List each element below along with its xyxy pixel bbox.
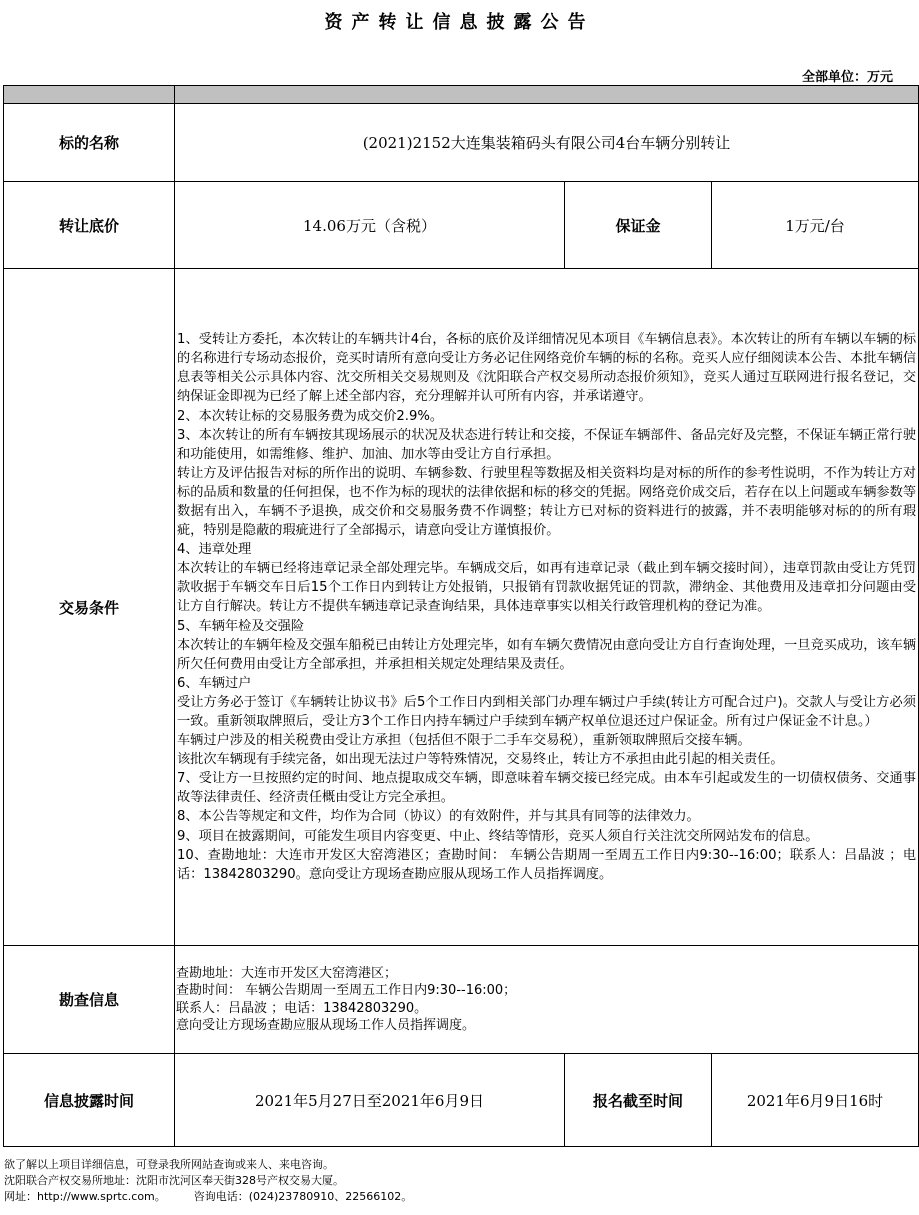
deadline-value: 2021年6月9日16时: [712, 1054, 919, 1147]
unit-note: 全部单位：万元: [801, 70, 893, 85]
price-label: 转让底价: [4, 182, 175, 269]
conditions-text: [175, 269, 919, 946]
condition-paragraph: 5、车辆年检及交强险: [177, 618, 305, 634]
condition-paragraph: 4、违章处理: [177, 542, 252, 558]
condition-paragraph: 3、本次转让的所有车辆按其现场展示的状况及状态进行转让和交接，不保证车辆部件、备品完好及完整，不保证车辆正常行驶和功能使用，如需维修、维护、加油、加水等由受让方自行承担。: [177, 427, 917, 462]
survey-line: 意向受让方现场查勘应服从现场工作人员指挥调度。: [176, 1017, 476, 1033]
condition-paragraph: 本次转让的车辆年检及交强车船税已由转让方处理完毕，如有车辆欠费情况由意向受让方自行查询处理，一旦竞买成功，该车辆所欠任何费用由受让方全部承担，并承担相关规定处理结果及责任。: [177, 637, 917, 672]
condition-paragraph: 1、受转让方委托，本次转让的车辆共计4台，各标的底价及详细情况见本项目《车辆信息表》。本次转让的所有车辆以车辆的标的名称进行专场动态报价，竞买时请所有意向受让方务必记住网络竞价车辆的标的名称。竞买人应仔细阅读本公告、本批车辆信息表等相关公示具体内容、沈交所相关交易规则及《沈阳联合产权交易所动态报价须知》，竞买人通过互联网进行报名登记，交纳保证金即视为已经了解上述全部内容，充分理解并认可所有内容，并承诺遵守。: [177, 332, 917, 405]
deposit-value: 1万元/台: [712, 182, 919, 269]
header-bar: [4, 86, 919, 104]
footer-line: 沈阳联合产权交易所地址：沈阳市沈河区奉天街328号产权交易大厦。: [4, 1174, 344, 1187]
row-target: [4, 104, 919, 182]
target-label: 标的名称: [4, 104, 175, 182]
row-disclosure: [4, 1054, 919, 1147]
survey-label: 勘查信息: [4, 946, 175, 1054]
condition-paragraph: 2、本次转让标的交易服务费为成交价2.9%。: [177, 408, 444, 424]
disclosure-label: 信息披露时间: [4, 1054, 175, 1147]
row-conditions: [4, 269, 919, 946]
row-price: [4, 182, 919, 269]
condition-paragraph: 9、项目在披露期间，可能发生项目内容变更、中止、终结等情形，竞买人须自行关注沈交所网站发布的信息。: [177, 828, 819, 844]
condition-paragraph: 车辆过户涉及的相关税费由受让方承担（包括但不限于二手车交易税），重新领取牌照后交接车辆。: [177, 733, 751, 749]
price-value: 14.06万元（含税）: [175, 182, 565, 269]
disclosure-value: 2021年5月27日至2021年6月9日: [175, 1054, 565, 1147]
footer-notes: [4, 1157, 412, 1205]
footer-line: 欲了解以上项目详细信息，可登录我所网站查询或来人、来电咨询。: [4, 1158, 334, 1171]
condition-paragraph: 6、车辆过户: [177, 675, 252, 691]
condition-paragraph: 受让方务必于签订《车辆转让协议书》后5个工作日内到相关部门办理车辆过户手续(转让方可配合过户)。交款人与受让方必须一致。重新领取牌照后，受让方3个工作日内持车辆过户手续到车辆产权单位退还过户保证金。所有过户保证金不计息。）: [177, 694, 917, 730]
deadline-label: 报名截至时间: [565, 1054, 712, 1147]
condition-paragraph: 该批次车辆现有手续完备，如出现无法过户等特殊情况，交易终止，转让方不承担由此引起的相关责任。: [177, 752, 784, 768]
survey-text: [175, 946, 919, 1054]
footer-line: 网址：http://www.sprtc.com。 咨询电话：(024)23780910、22566102。: [4, 1190, 413, 1203]
conditions-label: 交易条件: [4, 269, 175, 946]
survey-line: 联系人：吕晶波 ；电话：13842803290。: [176, 1000, 428, 1016]
survey-line: 查勘地址：大连市开发区大窑湾港区；: [176, 965, 398, 981]
target-value: (2021)2152大连集装箱码头有限公司4台车辆分别转让: [175, 104, 919, 182]
survey-line: 查勘时间： 车辆公告期周一至周五工作日内9:30--16:00；: [176, 983, 517, 999]
condition-paragraph: 7、受让方一旦按照约定的时间、地点提取成交车辆，即意味着车辆交接已经完成。由本车引起或发生的一切债权债务、交通事故等法律责任、经济责任概由受让方完全承担。: [177, 771, 917, 806]
condition-paragraph: 本次转让的车辆已经将违章记录全部处理完毕。车辆成交后，如再有违章记录（截止到车辆交接时间），违章罚款由受让方凭罚款收据于车辆交车日后15个工作日内到转让方处报销，只报销有罚款收据凭证的罚款，滞纳金、其他费用及违章扣分问题由受让方自行解决。转让方不提供车辆违章记录查询结果，具体违章事实以相关行政管理机构的登记为准。: [177, 561, 917, 615]
row-survey: [4, 946, 919, 1054]
condition-paragraph: 转让方及评估报告对标的所作出的说明、车辆参数、行驶里程等数据及相关资料均是对标的所作的参考性说明，不作为转让方对标的品质和数量的任何担保，也不作为标的现状的法律依据和标的移交的凭据。网络竞价成交后，若存在以上问题或车辆参数等数据有出入，车辆不予退换，成交价和交易服务费不作调整；转让方已对标的资料进行的披露，并不表明能够对标的的所有瑕疵，特别是隐蔽的瑕疵进行了全部揭示，请意向受让方谨慎报价。: [177, 465, 917, 539]
condition-paragraph: 10、查勘地址：大连市开发区大窑湾港区；查勘时间： 车辆公告期周一至周五工作日内9:30--16:00；联系人：吕晶波 ；电话：13842803290。意向受让方现场查勘应服从现场工作人员指挥调度。: [177, 847, 917, 882]
page-title: 资产转让信息披露公告: [324, 12, 595, 33]
info-table: [3, 85, 919, 1147]
deposit-label: 保证金: [565, 182, 712, 269]
condition-paragraph: 8、本公告等规定和文件，均作为合同（协议）的有效附件，并与其具有同等的法律效力。: [177, 809, 700, 825]
